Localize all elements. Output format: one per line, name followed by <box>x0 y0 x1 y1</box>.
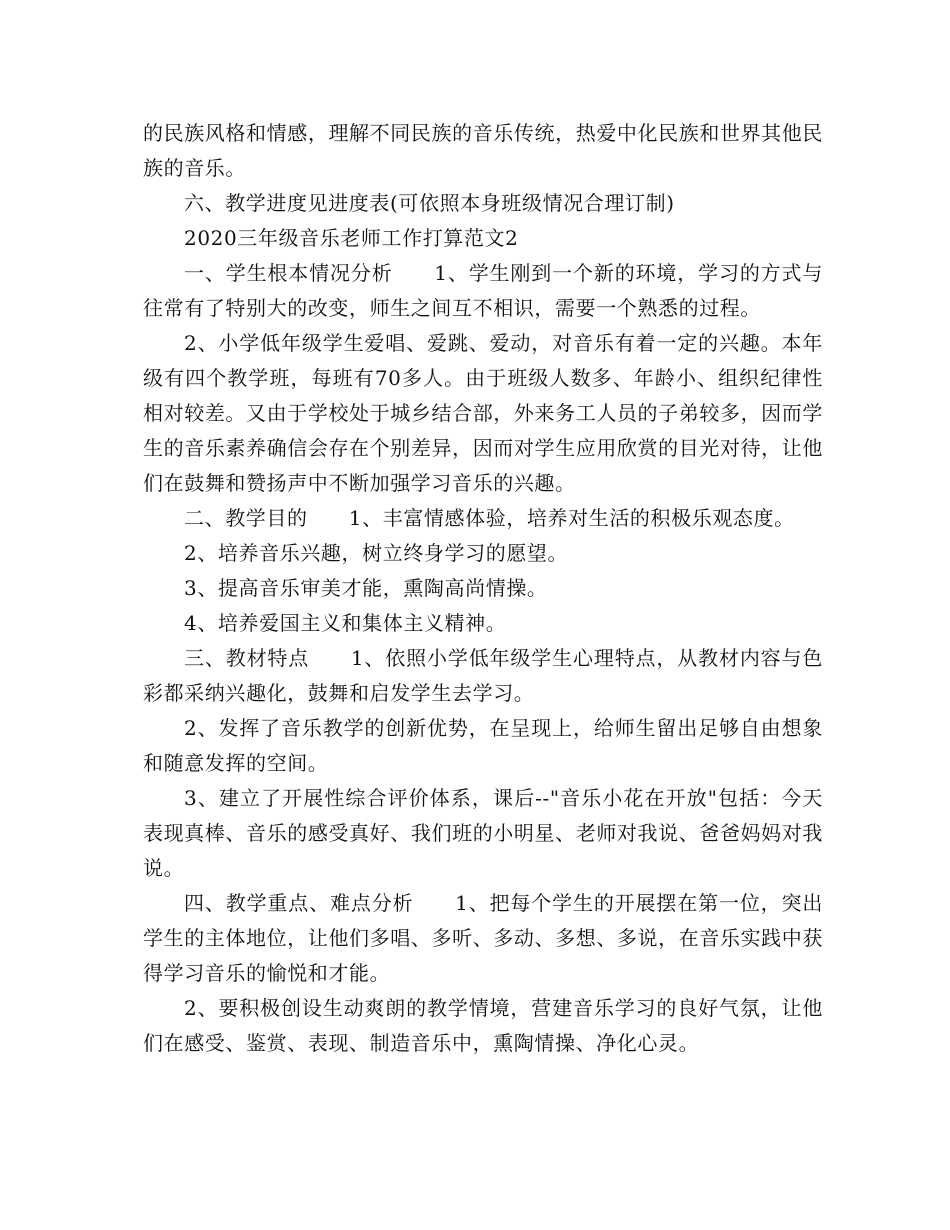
paragraph-goal-1: 二、教学目的 1、丰富情感体验，培养对生活的积极乐观态度。 <box>184 506 795 530</box>
paragraph-continuation: 的民族风格和情感，理解不同民族的音乐传统，热爱中化民族和世界其他民族的音乐。 <box>143 121 823 180</box>
paragraph-schedule: 六、教学进度见进度表(可依照本身班级情况合理订制) <box>184 191 675 215</box>
paragraph-textbook-2: 2、发挥了音乐教学的创新优势，在呈现上，给师生留出足够自由想象和随意发挥的空间。 <box>143 716 823 775</box>
document-body <box>143 116 823 1061</box>
paragraph-key-points-2: 2、要积极创设生动爽朗的教学情境，营建音乐学习的良好气氛，让他们在感受、鉴赏、表现、制造音乐中，熏陶情操、净化心灵。 <box>143 996 823 1055</box>
paragraph-textbook-1: 三、教材特点 1、依照小学低年级学生心理特点，从教材内容与色彩都采纳兴趣化，鼓舞和启发学生去学习。 <box>143 646 823 705</box>
paragraph-goal-3: 3、提高音乐审美才能，熏陶高尚情操。 <box>184 576 548 600</box>
paragraph-goal-4: 4、培养爱国主义和集体主义精神。 <box>184 611 507 635</box>
paragraph-student-interest: 2、小学低年级学生爱唱、爱跳、爱动，对音乐有着一定的兴趣。本年级有四个教学班，每班有70多人。由于班级人数多、年龄小、组织纪律性相对较差。又由于学校处于城乡结合部，外来务工人员的子弟较多，因而学生的音乐素养确信会存在个别差异，因而对学生应用欣赏的目光对待，让他们在鼓舞和赞扬声中不断加强学习音乐的兴趣。 <box>143 331 823 495</box>
paragraph-textbook-3: 3、建立了开展性综合评价体系，课后--"音乐小花在开放"包括：今天表现真棒、音乐的感受真好、我们班的小明星、老师对我说、爸爸妈妈对我说。 <box>143 786 823 880</box>
paragraph-student-analysis: 一、学生根本情况分析 1、学生刚到一个新的环境，学习的方式与往常有了特别大的改变，师生之间互不相识，需要一个熟悉的过程。 <box>143 261 823 320</box>
paragraph-key-points-1: 四、教学重点、难点分析 1、把每个学生的开展摆在第一位，突出学生的主体地位，让他们多唱、多听、多动、多想、多说，在音乐实践中获得学习音乐的愉悦和才能。 <box>143 891 823 985</box>
paragraph-goal-2: 2、培养音乐兴趣，树立终身学习的愿望。 <box>184 541 569 565</box>
section-title: 2020三年级音乐老师工作打算范文2 <box>184 226 519 250</box>
